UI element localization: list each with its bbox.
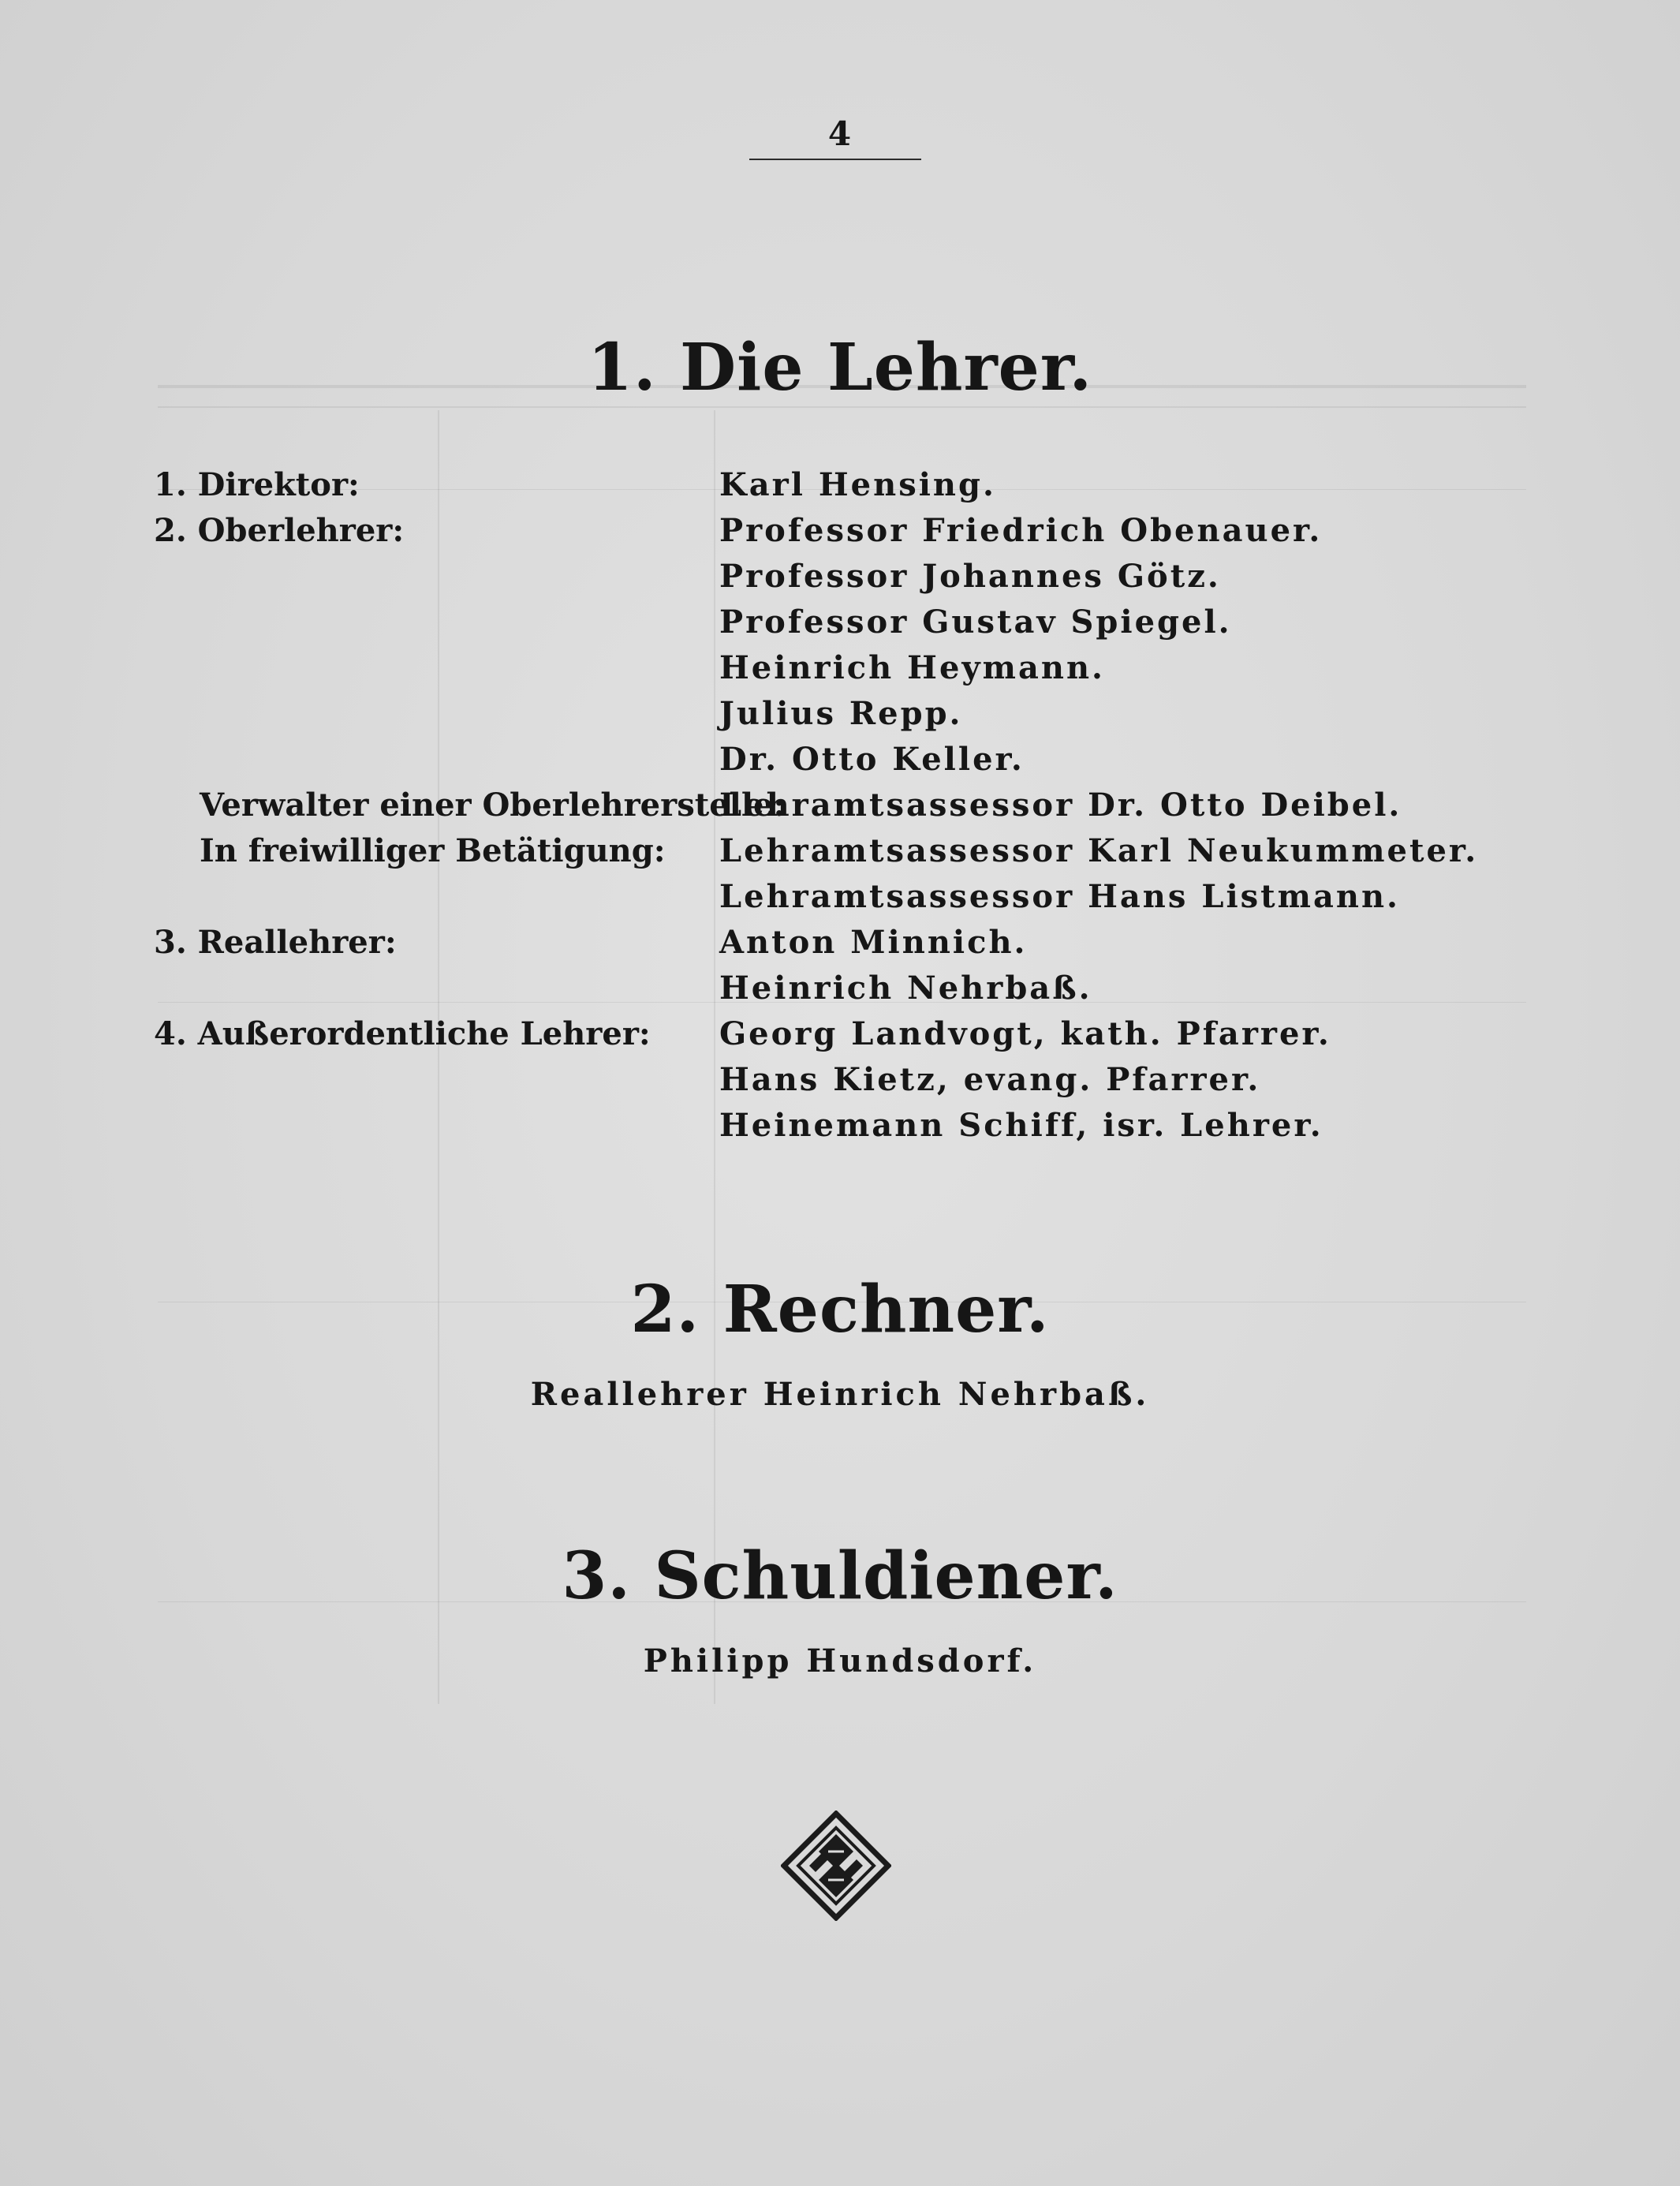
bleed-through-rule xyxy=(158,406,1526,408)
teacher-name: Lehramtsassessor Karl Neukummeter. xyxy=(719,832,1479,869)
teacher-row xyxy=(0,737,1680,783)
teacher-role: In freiwilliger Betätigung: xyxy=(200,832,666,869)
teacher-row xyxy=(0,1057,1680,1103)
teacher-name: Julius Repp. xyxy=(719,695,963,732)
teacher-row xyxy=(0,1103,1680,1149)
teacher-row xyxy=(0,874,1680,920)
section-heading-janitor: 3. Schuldiener. xyxy=(562,1538,1118,1614)
teacher-name: Heinrich Heymann. xyxy=(719,649,1105,686)
section-heading-treasurer: 2. Rechner. xyxy=(630,1272,1050,1347)
page-number: 4 xyxy=(827,114,853,153)
teacher-name: Hans Kietz, evang. Pfarrer. xyxy=(719,1061,1261,1098)
teacher-row xyxy=(0,645,1680,691)
teacher-name: Georg Landvogt, kath. Pfarrer. xyxy=(719,1015,1331,1052)
teacher-role: 2. Oberlehrer: xyxy=(154,512,405,549)
teacher-name: Karl Hensing. xyxy=(719,466,996,503)
teacher-role: 1. Direktor: xyxy=(154,466,360,503)
teacher-name: Heinrich Nehrbaß. xyxy=(719,970,1092,1007)
teacher-row xyxy=(0,1011,1680,1057)
teacher-name: Lehramtsassessor Hans Listmann. xyxy=(719,878,1400,915)
teacher-name: Professor Gustav Spiegel. xyxy=(719,603,1232,641)
teacher-name: Heinemann Schiff, isr. Lehrer. xyxy=(719,1107,1323,1144)
teacher-row xyxy=(0,783,1680,828)
teacher-name: Professor Johannes Götz. xyxy=(719,558,1221,595)
teacher-role: 3. Reallehrer: xyxy=(154,924,397,961)
page-number-rule xyxy=(749,159,921,160)
teacher-row xyxy=(0,920,1680,966)
teacher-name: Lehramtsassessor Dr. Otto Deibel. xyxy=(719,787,1402,824)
teacher-row xyxy=(0,600,1680,645)
teacher-row xyxy=(0,966,1680,1011)
section-heading-teachers: 1. Die Lehrer. xyxy=(587,330,1093,405)
teacher-name: Professor Friedrich Obenauer. xyxy=(719,512,1323,549)
janitor-name: Philipp Hundsdorf. xyxy=(643,1642,1037,1680)
teacher-row xyxy=(0,828,1680,874)
diamond-ornament-icon xyxy=(781,1810,891,1921)
teacher-name: Anton Minnich. xyxy=(719,924,1028,961)
treasurer-name: Reallehrer Heinrich Nehrbaß. xyxy=(530,1376,1150,1413)
teacher-role: Verwalter einer Oberlehrerstelle: xyxy=(200,787,786,824)
teacher-role: 4. Außerordentliche Lehrer: xyxy=(154,1015,651,1052)
teacher-row xyxy=(0,508,1680,554)
teacher-row xyxy=(0,691,1680,737)
teacher-row xyxy=(0,554,1680,600)
teacher-row xyxy=(0,462,1680,508)
teacher-name: Dr. Otto Keller. xyxy=(719,741,1025,778)
